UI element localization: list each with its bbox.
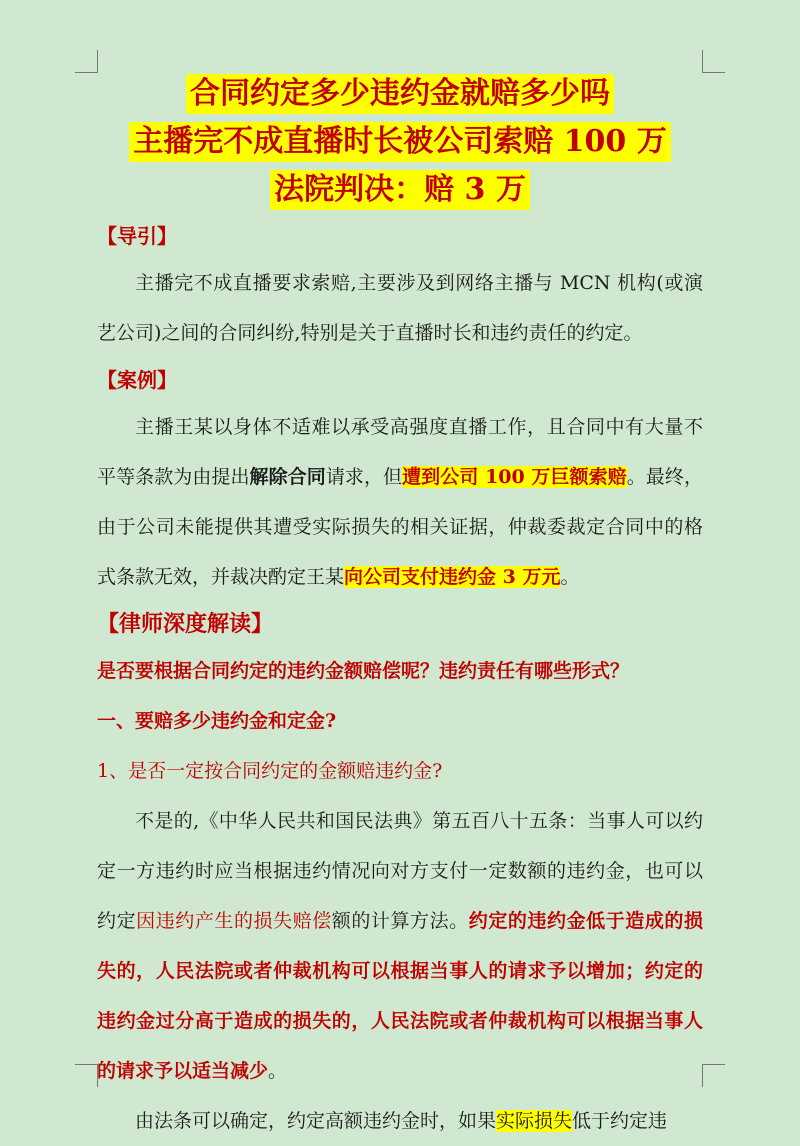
analysis-heading: 【律师深度解读】 xyxy=(97,611,274,637)
case-text-claim-highlight: 遭到公司 100 万巨额索赔 xyxy=(402,466,627,488)
section-1-heading: 一、要赔多少违约金和定金? xyxy=(97,710,337,732)
law-text-b: 额的计算方法。 xyxy=(331,910,469,932)
case-text-7: 。 xyxy=(560,566,580,588)
case-text-3: 请求，但 xyxy=(325,466,403,488)
analysis-question: 是否要根据合同约定的违约金额赔偿呢？违约责任有哪些形式？ xyxy=(97,660,630,682)
conclusion-paragraph xyxy=(97,1096,703,1146)
title-line-3: 法院判决：赔 3 万 xyxy=(270,170,530,210)
subsection-1-heading: 1、是否一定按合同约定的金额赔违约金? xyxy=(97,760,443,782)
law-text-end: 。 xyxy=(268,1060,288,1082)
corner-mark-bottom-right xyxy=(702,1064,725,1087)
case-paragraph xyxy=(97,402,703,602)
case-text-terminate: 解除合同 xyxy=(249,466,326,488)
intro-heading: 【导引】 xyxy=(97,224,177,248)
intro-paragraph: 主播完不成直播要求索赔,主要涉及到网络主播与 MCN 机构(或演艺公司)之间的合同纠纷,特别是关于直播时长和违约责任的约定。 xyxy=(97,272,703,344)
conclusion-text-b: 低于约定违 xyxy=(572,1110,668,1132)
law-text-a: 不是的,《中华人民共和国民法典》第五百八十五条：当事人可以约定一方违约时应当根据违约情况向对方支付一定数额的违约金，也可以约定 xyxy=(97,810,703,932)
conclusion-text-a: 由法条可以确定，约定高额违约金时，如果 xyxy=(135,1110,497,1132)
case-text-1: 主播王某以身体不适难以承受高强度直播工作，且合同中有大量不平等条款为由提出 xyxy=(97,416,703,488)
title-line-1: 合同约定多少违约金就赔多少吗 xyxy=(186,74,614,114)
conclusion-text-highlight: 实际损失 xyxy=(496,1110,573,1132)
corner-mark-top-left xyxy=(75,50,98,73)
case-text-penalty-highlight: 向公司支付违约金 3 万元 xyxy=(344,566,561,588)
title-line-2: 主播完不成直播时长被公司索赔 100 万 xyxy=(129,122,671,162)
law-text-red: 因违约产生的损失赔偿 xyxy=(136,910,332,932)
case-text-5: 。最终，由于公司未能提供其遭受实际损失的相关证据，仲裁委裁定合同中的格式条款无效，并裁决酌定王某 xyxy=(97,466,703,588)
document-body xyxy=(97,70,703,1146)
corner-mark-top-right xyxy=(702,50,725,73)
title-block xyxy=(97,70,703,214)
law-paragraph xyxy=(97,796,703,1096)
case-heading: 【案例】 xyxy=(97,368,177,392)
law-text-red-bold: 约定的违约金低于造成的损失的，人民法院或者仲裁机构可以根据当事人的请求予以增加；约定的违约金过分高于造成的损失的，人民法院或者仲裁机构可以根据当事人的请求予以适当减少 xyxy=(97,910,703,1082)
corner-mark-bottom-left xyxy=(75,1064,98,1087)
